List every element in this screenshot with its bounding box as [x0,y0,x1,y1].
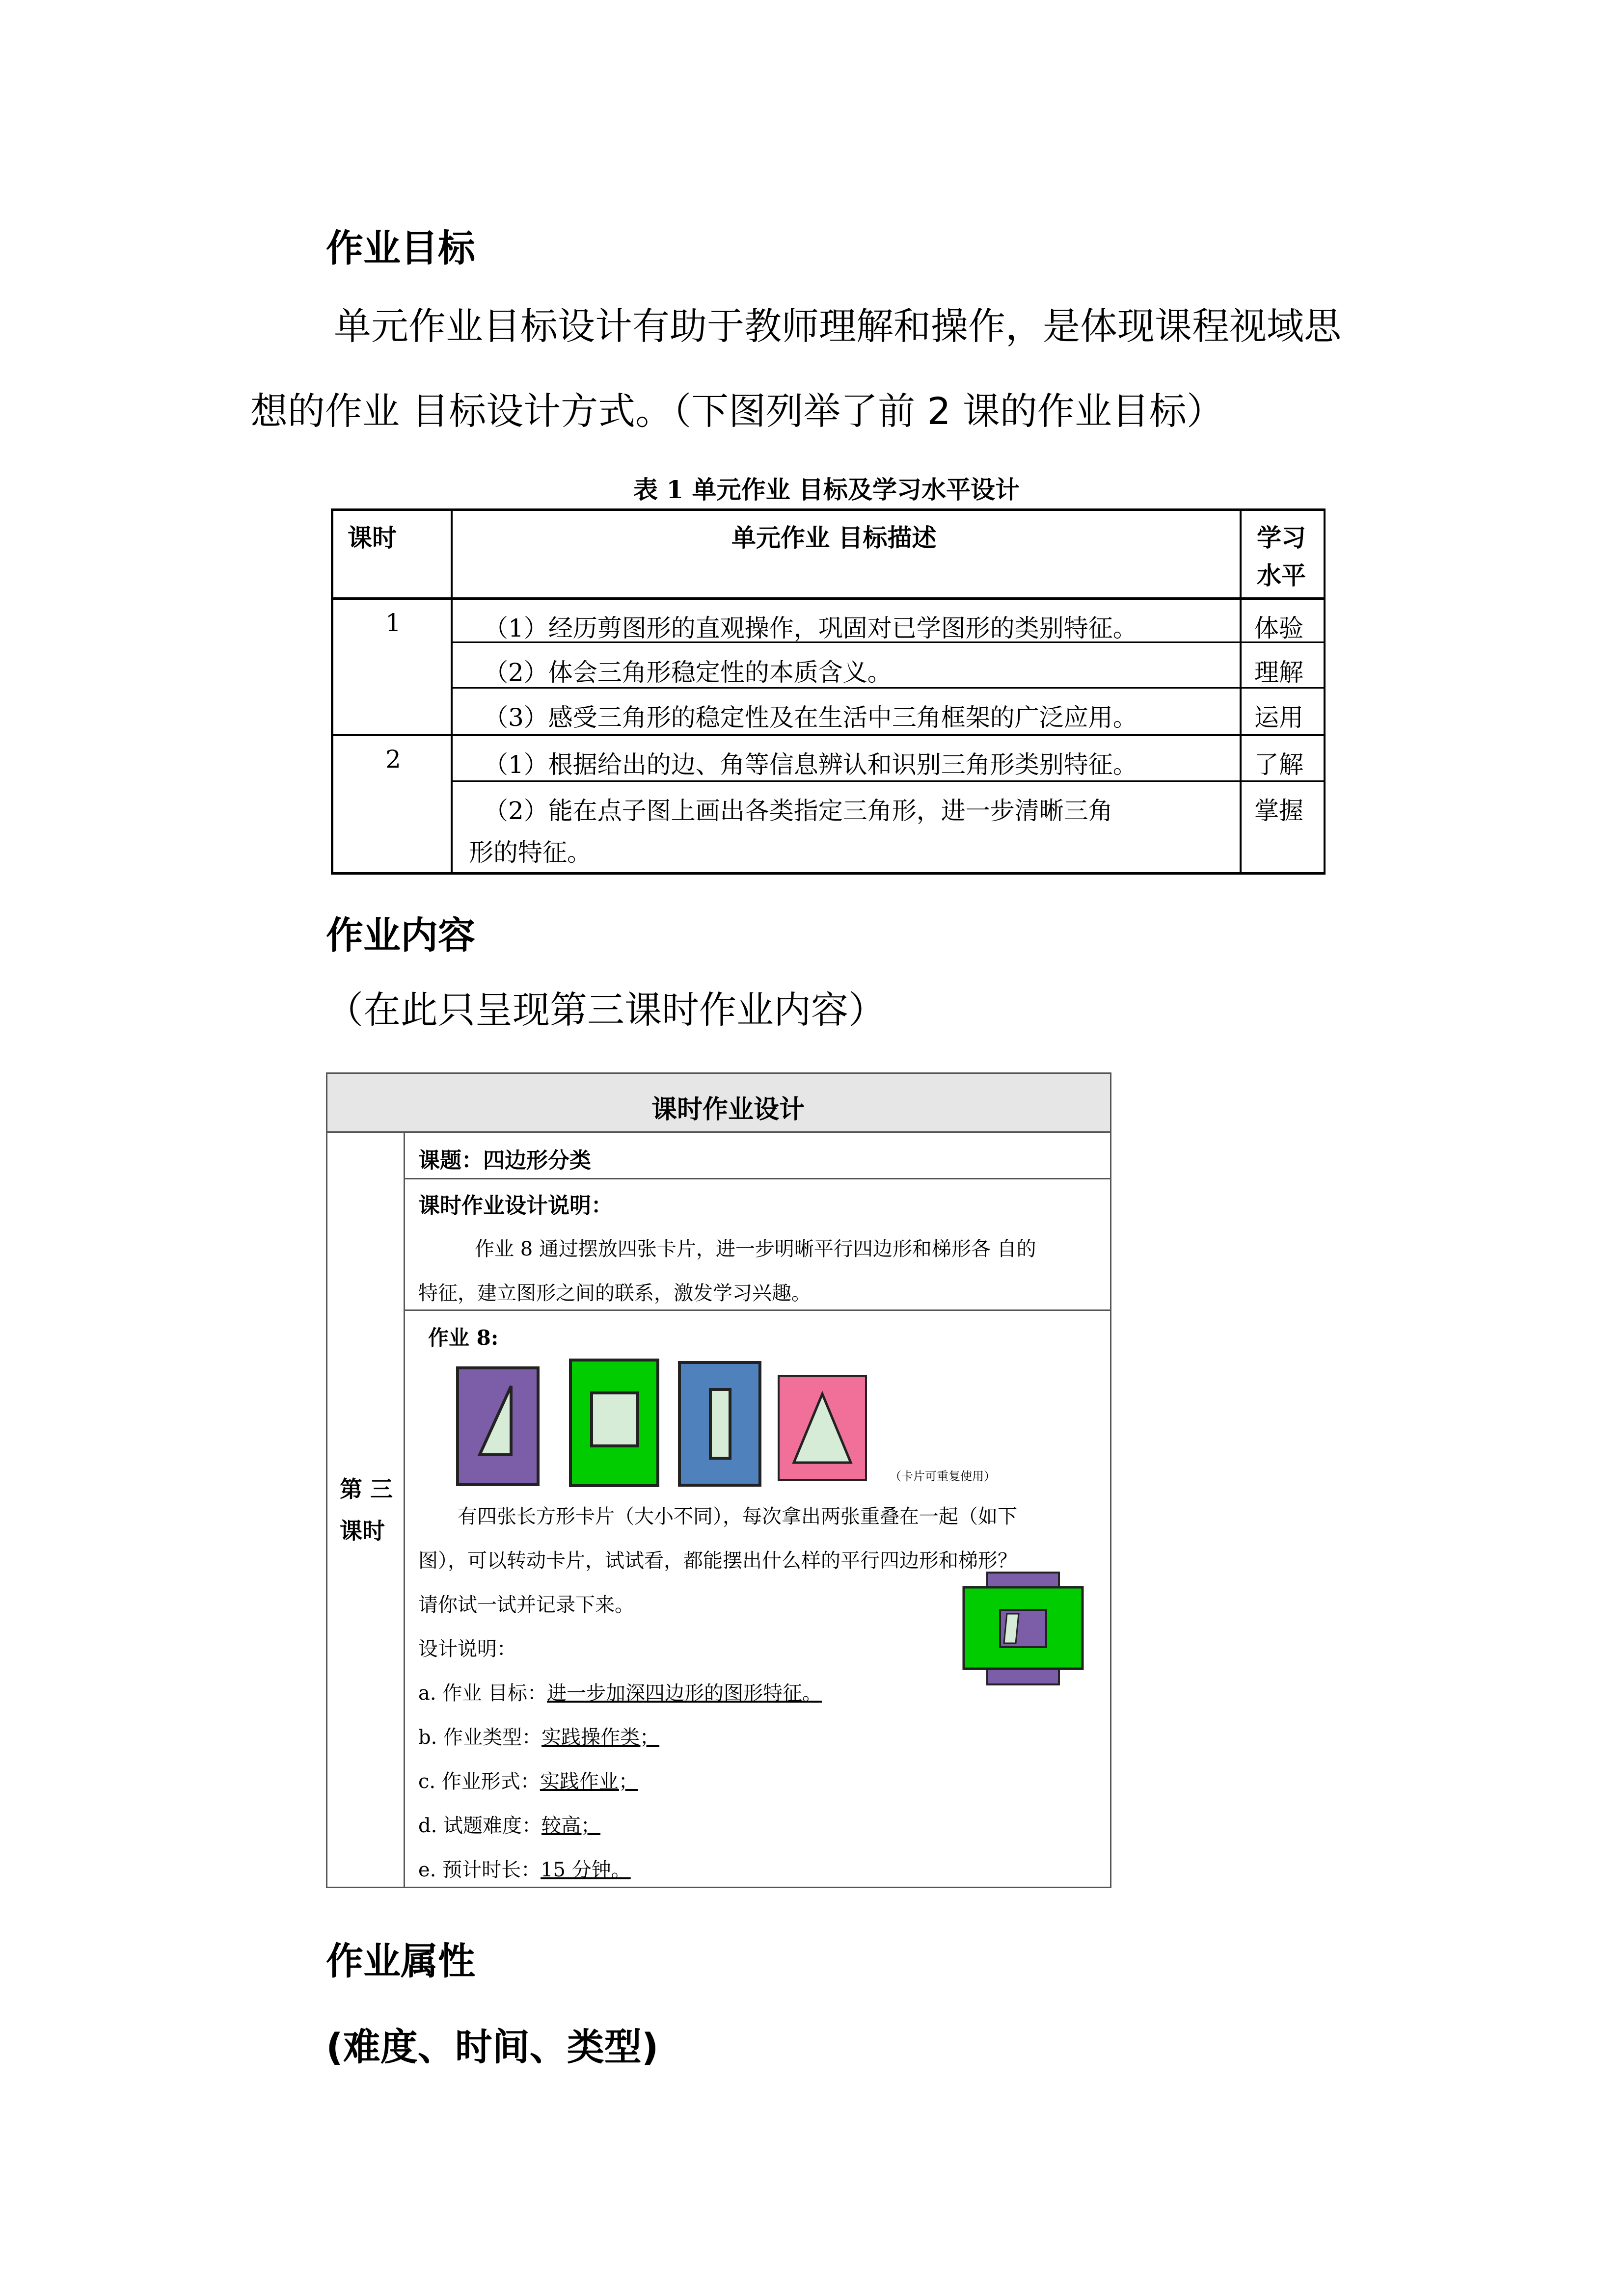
attr-goal [418,1678,822,1706]
attr-type-label: b. 作业类型： [418,1726,542,1749]
lesson-design-title: 课时作业设计 [651,1095,805,1124]
card-purple-triangle-icon [456,1366,540,1486]
table1-row5-desc: （2）能在点子图上画出各类指定三角形，进一步清晰三角 [484,797,1113,825]
table1-row2-desc: （2）体会三角形稳定性的本质含义。 [484,658,892,687]
attr-difficulty [418,1810,600,1838]
table1-caption: 表 1 单元作业 目标及学习水平设计 [633,475,1020,504]
task-label: 作业 8: [428,1326,499,1350]
table1-row5-desc-line2: 形的特征。 [469,838,592,867]
card-green-square-icon [569,1359,659,1487]
table1-header-lesson: 课时 [348,523,397,552]
goals-paragraph-line1: 单元作业目标设计有助于教师理解和操作，是体现课程视域思 [334,304,1341,348]
attributes-subheading: (难度、时间、类型) [326,2025,659,2069]
heading-homework-attributes: 作业属性 [326,1939,475,1983]
goals-paragraph-line2: 想的作业 目标设计方式。（下图列举了前 2 课的作业目标） [250,389,1224,433]
side-label-line1: 第 三 [340,1476,393,1502]
task-line3: 请你试一试并记录下来。 [418,1594,634,1616]
attr-form-label: c. 作业形式： [418,1770,540,1793]
content-note: （在此只呈现第三课时作业内容） [326,988,886,1032]
card-blue-rectangle-icon [678,1361,761,1487]
side-label-line2: 课时 [340,1518,385,1544]
table1-row4-desc: （1）根据给出的边、角等信息辨认和识别三角形类别特征。 [484,750,1137,779]
attr-duration-value: 15 分钟。 [541,1859,631,1881]
card-reuse-note: （卡片可重复使用） [890,1469,996,1483]
overlap-cards-icon [962,1571,1084,1686]
table1-row3-desc: （3）感受三角形的稳定性及在生活中三角框架的广泛应用。 [484,703,1137,732]
table1-header-desc: 单元作业 目标描述 [731,523,937,552]
table1-row3-level: 运用 [1254,703,1303,732]
table1-header-level-line1: 学习 [1257,523,1306,552]
heading-homework-goals: 作业目标 [326,226,475,270]
table1-row1-level: 体验 [1254,614,1303,642]
attr-type-value: 实践操作类； [541,1726,660,1749]
table1-row1-desc: （1）经历剪图形的直观操作，巩固对已学图形的类别特征。 [484,614,1137,642]
card-pink-triangle-icon [777,1374,867,1481]
design-heading: 设计说明： [418,1638,516,1660]
attr-duration-label: e. 预计时长： [418,1859,541,1881]
table1-row1-lesson: 1 [385,609,401,637]
attr-duration [418,1854,631,1882]
explain-line2: 特征，建立图形之间的联系，激发学习兴趣。 [418,1282,811,1305]
attr-difficulty-label: d. 试题难度： [418,1815,542,1837]
attr-form [418,1766,638,1794]
table1-row2-level: 理解 [1254,658,1303,687]
explain-line1: 作业 8 通过摆放四张卡片，进一步明晰平行四边形和梯形各 自的 [475,1238,1036,1260]
attr-form-value: 实践作业； [540,1770,638,1793]
table1-row4-lesson: 2 [385,745,401,774]
attr-goal-label: a. 作业 目标： [418,1682,547,1705]
heading-homework-content: 作业内容 [326,913,475,957]
table1-header-level-line2: 水平 [1257,561,1306,590]
lesson-design-table [326,1072,1111,1888]
attr-difficulty-value: 较高； [541,1815,601,1837]
explain-heading: 课时作业设计说明： [418,1193,613,1218]
lesson-topic: 课题：四边形分类 [418,1148,591,1173]
table1-row5-level: 掌握 [1254,797,1303,825]
attr-goal-value: 进一步加深四边形的图形特征。 [547,1682,822,1705]
lesson-design-header [327,1074,1110,1133]
task-line2: 图），可以转动卡片，试试看，都能摆出什么样的平行四边形和梯形？ [418,1549,1017,1572]
table1-row4-level: 了解 [1254,750,1303,779]
attr-type [418,1722,659,1750]
task-line1: 有四张长方形卡片（大小不同），每次拿出两张重叠在一起（如下 [458,1505,1017,1528]
